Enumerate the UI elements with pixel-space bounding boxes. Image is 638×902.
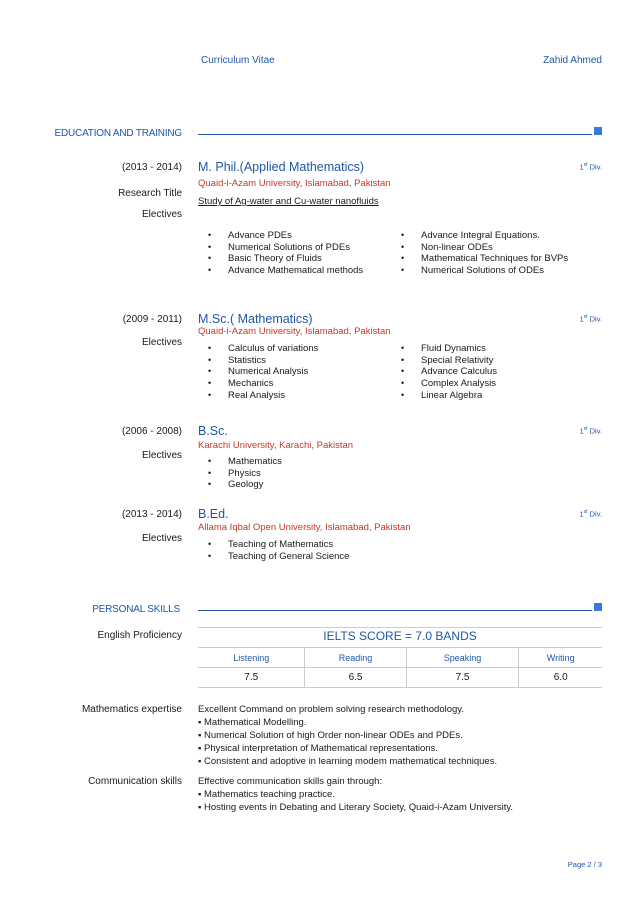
- electives-label: Electives: [141, 450, 182, 461]
- text-line: ▪ Physical interpretation of Mathematical representations.: [198, 743, 438, 754]
- ielts-header-cell: Writing: [546, 652, 575, 663]
- ielts-table: [198, 647, 602, 688]
- text-line: ▪ Hosting events in Debating and Literary Society, Quaid-i-Azam University.: [198, 802, 514, 813]
- list-item: • Advance Calculus: [391, 366, 601, 378]
- text-line: Effective communication skills gain through:: [198, 776, 383, 787]
- cv-header-name: Zahid Ahmed: [543, 55, 602, 66]
- list-item: • Geology: [198, 479, 388, 491]
- division-badge: 1st Div.: [579, 314, 602, 324]
- list-item: • Numerical Solutions of PDEs: [198, 242, 388, 254]
- ielts-score-cell: 6.5: [305, 668, 406, 688]
- ielts-top-border: [198, 627, 602, 628]
- degree-title: M. Phil.(Applied Mathematics): [198, 160, 365, 174]
- list-item: • Non-linear ODEs: [391, 242, 601, 254]
- degree-title: M.Sc.( Mathematics): [198, 312, 313, 326]
- page-number: Page 2 / 3: [567, 860, 602, 869]
- electives-list-left: [198, 343, 388, 401]
- ielts-header-cell: Speaking: [406, 648, 519, 668]
- ielts-header-row: [198, 648, 602, 668]
- electives-list-right: [391, 230, 601, 277]
- list-item: • Advance Integral Equations.: [391, 230, 601, 242]
- entry-years: (2013 - 2014): [121, 162, 182, 173]
- list-item: • Advance Mathematical methods: [198, 265, 388, 277]
- section-marker-icon: [594, 603, 602, 611]
- list-item: • Mechanics: [198, 378, 388, 390]
- list-item: • Physics: [198, 468, 388, 480]
- list-item: • Statistics: [198, 355, 388, 367]
- communication-label: Communication skills: [88, 776, 182, 787]
- ielts-title: IELTS SCORE = 7.0 BANDS: [323, 629, 477, 643]
- section-marker-icon: [594, 127, 602, 135]
- list-item: • Numerical Analysis: [198, 366, 388, 378]
- electives-list-left: [198, 539, 388, 562]
- section-rule: [198, 134, 592, 135]
- ielts-score-cell: 7.5: [406, 668, 519, 688]
- institution: Quaid-i-Azam University, Islamabad, Pakistan: [198, 326, 391, 337]
- ielts-header-cell: Reading: [305, 648, 406, 668]
- electives-label: Electives: [141, 209, 182, 220]
- degree-title: B.Sc.: [198, 424, 228, 438]
- degree-title: B.Ed.: [198, 507, 229, 521]
- list-item: • Basic Theory of Fluids: [198, 253, 388, 265]
- electives-list-left: [198, 456, 388, 491]
- division-badge: 1st Div.: [579, 426, 602, 436]
- list-item: • Teaching of Mathematics: [198, 539, 388, 551]
- list-item: • Numerical Solutions of ODEs: [391, 265, 601, 277]
- list-item: • Fluid Dynamics: [391, 343, 601, 355]
- text-line: ▪ Consistent and adoptive in learning modem mathematical techniques.: [198, 756, 498, 767]
- english-proficiency-label: English Proficiency: [97, 630, 182, 641]
- ielts-header-cell: Listening: [198, 648, 305, 668]
- ielts-score-cell: 7.5: [198, 668, 305, 688]
- entry-years: (2009 - 2011): [122, 314, 182, 325]
- list-item: • Mathematical Techniques for BVPs: [391, 253, 601, 265]
- section-rule: [198, 610, 592, 611]
- institution: Allama Iqbal Open University, Islamabad, Pakistan: [198, 522, 411, 533]
- institution: Karachi University, Karachi, Pakistan: [198, 440, 354, 451]
- list-item: • Linear Algebra: [391, 390, 601, 402]
- list-item: • Advance PDEs: [198, 230, 388, 242]
- electives-label: Electives: [141, 337, 182, 348]
- list-item: • Complex Analysis: [391, 378, 601, 390]
- research-label: Research Title: [118, 188, 182, 199]
- text-line: ▪ Mathematical Modelling.: [198, 717, 307, 728]
- list-item: • Real Analysis: [198, 390, 388, 402]
- entry-years: (2006 - 2008): [121, 426, 182, 437]
- section-title-education: EDUCATION AND TRAINING: [54, 128, 182, 139]
- list-item: • Special Relativity: [391, 355, 601, 367]
- math-expertise-text: [198, 703, 497, 768]
- division-badge: 1st Div.: [579, 162, 602, 172]
- list-item: • Mathematics: [198, 456, 388, 468]
- text-line: ▪ Mathematics teaching practice.: [198, 789, 335, 800]
- research-title: Study of Ag-water and Cu-water nanofluids: [198, 196, 379, 207]
- text-line: Excellent Command on problem solving research methodology.: [198, 704, 464, 715]
- communication-text: [198, 775, 513, 814]
- list-item: • Calculus of variations: [198, 343, 388, 355]
- text-line: ▪ Numerical Solution of high Order non-linear ODEs and PDEs.: [198, 730, 463, 741]
- cv-header-title: Curriculum Vitae: [201, 55, 275, 66]
- ielts-score-cell: 6.0: [553, 672, 568, 683]
- list-item: • Teaching of General Science: [198, 551, 388, 563]
- institution: Quaid-i-Azam University, Islamabad, Pakistan: [198, 178, 391, 189]
- ielts-score-row: [198, 668, 602, 688]
- math-expertise-label: Mathematics expertise: [81, 704, 182, 715]
- section-title-personal: PERSONAL SKILLS: [92, 604, 180, 615]
- electives-label: Electives: [141, 533, 182, 544]
- electives-list-right: [391, 343, 601, 401]
- division-badge: 1st Div.: [579, 509, 602, 519]
- entry-years: (2013 - 2014): [121, 509, 182, 520]
- electives-list-left: [198, 230, 388, 277]
